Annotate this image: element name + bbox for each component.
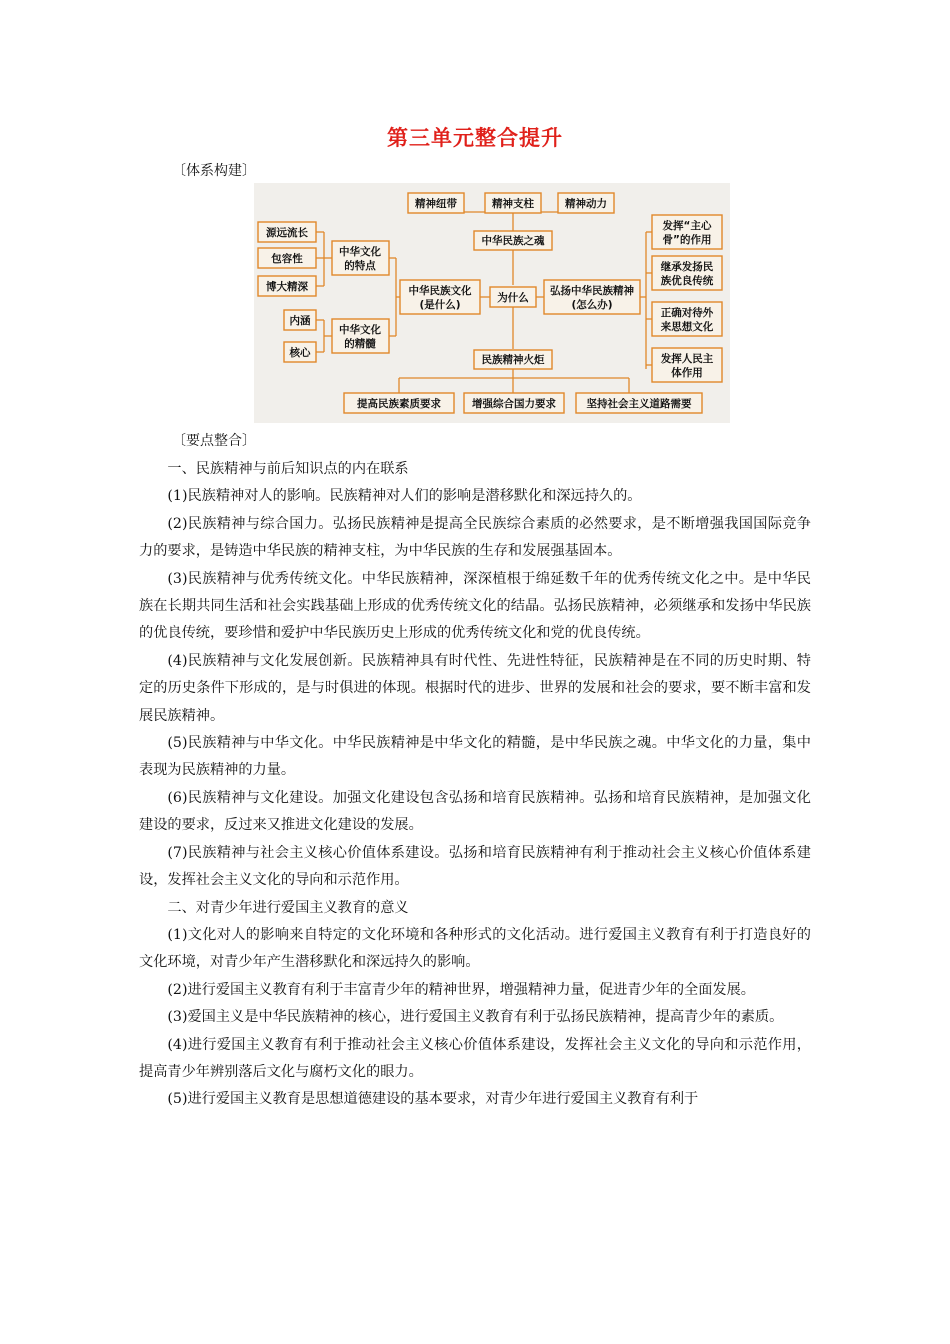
label-culture-essence-1: 中华文化 — [339, 324, 381, 336]
label-national-culture-2: (是什么) — [419, 299, 461, 311]
label-promote-spirit-1: 弘扬中华民族精神 — [550, 285, 634, 297]
label-socialist-road: 坚持社会主义道路需要 — [586, 398, 692, 410]
page-title: 第三单元整合提升 — [387, 126, 563, 150]
heading-part-two: 二、对青少年进行爱国主义教育的意义 — [167, 899, 409, 916]
label-connotation: 内涵 — [289, 315, 311, 327]
label-spirit-torch: 民族精神火炬 — [481, 354, 545, 366]
label-foreign-culture-1: 正确对待外 — [660, 307, 714, 319]
label-inherit-tradition-2: 族优良传统 — [660, 275, 714, 287]
section-heading-system: 〔体系构建〕 — [172, 163, 256, 179]
label-people-role-2: 体作用 — [671, 367, 703, 379]
label-culture-features-2: 的特点 — [344, 260, 376, 272]
label-culture-essence-2: 的精髓 — [344, 338, 376, 350]
paragraph: (6)民族精神与文化建设。加强文化建设包含弘扬和培育民族精神。弘扬和培育民族精神，是加强文化建设的要求，反过来又推进文化建设的发展。 — [139, 789, 811, 834]
body-text — [139, 456, 811, 1114]
label-quality-requirement: 提高民族素质要求 — [357, 398, 441, 410]
paragraph: (4)进行爱国主义教育有利于推动社会主义核心价值体系建设，发挥社会主义文化的导向和示范作用，提高青少年辨别落后文化与腐朽文化的眼力。 — [139, 1036, 811, 1080]
paragraph: (7)民族精神与社会主义核心价值体系建设。弘扬和培育民族精神有利于推动社会主义核心价值体系建设，发挥社会主义文化的导向和示范作用。 — [139, 844, 811, 889]
paragraph: (5)民族精神与中华文化。中华民族精神是中华文化的精髓，是中华民族之魂。中华文化的力量，集中表现为民族精神的力量。 — [139, 735, 811, 779]
paragraph: (2)进行爱国主义教育有利于丰富青少年的精神世界，增强精神力量，促进青少年的全面发展。 — [167, 981, 755, 998]
paragraph: (5)进行爱国主义教育是思想道德建设的基本要求，对青少年进行爱国主义教育有利于 — [167, 1091, 699, 1108]
concept-map-diagram — [254, 183, 730, 423]
label-national-soul: 中华民族之魂 — [481, 235, 545, 247]
section-heading-keypoints: 〔要点整合〕 — [172, 433, 256, 449]
label-people-role-1: 发挥人民主 — [660, 353, 714, 365]
label-spiritual-pillar: 精神支柱 — [492, 198, 534, 210]
label-backbone-role-2: 骨”的作用 — [662, 234, 712, 246]
paragraph: (2)民族精神与综合国力。弘扬民族精神是提高全民族综合素质的必然要求，是不断增强我国国际竞争力的要求，是铸造中华民族的精神支柱，为中华民族的生存和发展强基固本。 — [139, 515, 811, 560]
heading-part-one: 一、民族精神与前后知识点的内在联系 — [167, 461, 409, 477]
paragraph: (3)爱国主义是中华民族精神的核心，进行爱国主义教育有利于弘扬民族精神，提高青少年的素质。 — [167, 1009, 784, 1026]
label-why: 为什么 — [497, 292, 529, 304]
label-backbone-role-1: 发挥“主心 — [662, 220, 712, 232]
label-core: 核心 — [289, 347, 311, 359]
paragraph: (1)民族精神对人的影响。民族精神对人们的影响是潜移默化和深远持久的。 — [167, 488, 642, 505]
label-national-culture-1: 中华民族文化 — [408, 285, 472, 297]
label-broad-profound: 博大精深 — [266, 281, 308, 293]
label-foreign-culture-2: 来思想文化 — [660, 321, 714, 333]
label-promote-spirit-2: (怎么办) — [571, 299, 613, 311]
label-spiritual-power: 精神动力 — [565, 198, 607, 210]
paragraph: (4)民族精神与文化发展创新。民族精神具有时代性、先进性特征，民族精神是在不同的历史时期、特定的历史条件下形成的，是与时俱进的体现。根据时代的进步、世界的发展和社会的要求，要不断丰富和发展民族精神。 — [139, 652, 811, 724]
label-inherit-tradition-1: 继承发扬民 — [660, 261, 714, 273]
label-inclusiveness: 包容性 — [271, 253, 303, 265]
label-power-requirement: 增强综合国力要求 — [472, 398, 556, 410]
paragraph: (3)民族精神与优秀传统文化。中华民族精神，深深植根于绵延数千年的优秀传统文化之中。是中华民族在长期共同生活和社会实践基础上形成的优秀传统文化的结晶。弘扬民族精神，必须继承和发扬中华民族的优良传统，要珍惜和爱护中华民族历史上形成的优秀传统文化和党的优良传统。 — [139, 570, 811, 642]
label-culture-features-1: 中华文化 — [339, 246, 381, 258]
label-long-history: 源远流长 — [266, 227, 308, 239]
paragraph: (1)文化对人的影响来自特定的文化环境和各种形式的文化活动。进行爱国主义教育有利于打造良好的文化环境，对青少年产生潜移默化和深远持久的影响。 — [139, 926, 811, 971]
label-spiritual-bond: 精神纽带 — [415, 198, 457, 210]
